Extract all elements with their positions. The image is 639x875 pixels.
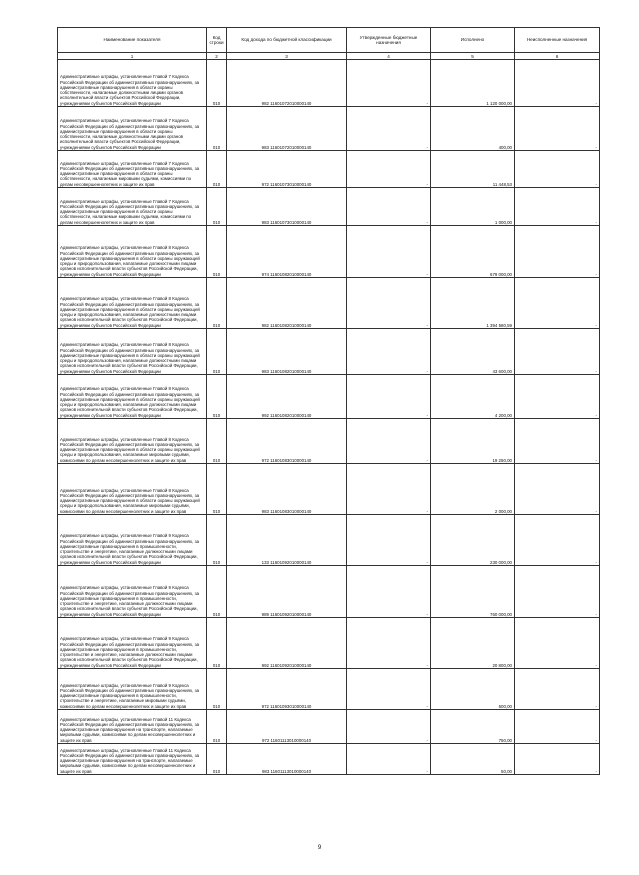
cell-line: 010 bbox=[207, 60, 227, 107]
column-number: 1 bbox=[58, 53, 207, 60]
cell-undone: - bbox=[515, 278, 600, 329]
table-row bbox=[58, 618, 600, 669]
cell-code: 972 11601093010000140 bbox=[227, 669, 347, 710]
cell-undone: - bbox=[515, 744, 600, 775]
cell-approved: - bbox=[347, 226, 431, 278]
cell-undone: - bbox=[515, 515, 600, 566]
cell-undone: - bbox=[515, 710, 600, 744]
table-row bbox=[58, 188, 600, 226]
cell-done: 43 600,00 bbox=[431, 329, 515, 375]
cell-approved: - bbox=[347, 107, 431, 151]
cell-name: Административные штрафы, установленные Главой 7 Кодекса Российской Федерации об административных правонарушениях, за административные правонарушения в области охраны собственности, налагаемые должностными лицами органов исполнительной власти субъектов Российской Федерации, учреждениями субъектов Российской Федерации bbox=[58, 107, 207, 151]
cell-approved: - bbox=[347, 278, 431, 329]
column-number: 3 bbox=[227, 53, 347, 60]
cell-undone: - bbox=[515, 188, 600, 226]
cell-done: 20 800,00 bbox=[431, 618, 515, 669]
cell-line: 010 bbox=[207, 226, 227, 278]
table-row bbox=[58, 329, 600, 375]
cell-code: 983 11601113010000140 bbox=[227, 744, 347, 775]
cell-name: Административные штрафы, установленные Главой 9 Кодекса Российской Федерации об административных правонарушениях, за административные правонарушения в промышленности, строительстве и энергетике, налагаемые должностными лицами органов исполнительной власти субъектов Российской Федерации, учреждениями субъектов Российской Федерации bbox=[58, 618, 207, 669]
cell-name: Административные штрафы, установленные Главой 8 Кодекса Российской Федерации об административных правонарушениях, за административные правонарушения в области охраны окружающей среды и природопользования, налагаемые должностными лицами органов исполнительной власти субъектов Российской Федерации, учреждениями субъектов Российской Федерации bbox=[58, 375, 207, 419]
header-budget-code: Код дохода по бюджетной классификации bbox=[227, 28, 347, 53]
cell-done: 230 000,00 bbox=[431, 515, 515, 566]
cell-undone: - bbox=[515, 226, 600, 278]
cell-name: Административные штрафы, установленные Главой 7 Кодекса Российской Федерации об административных правонарушениях, за административные правонарушения в области охраны собственности, налагаемые должностными лицами органов исполнительной власти субъектов Российской Федерации, учреждениями субъектов Российской Федерации bbox=[58, 60, 207, 107]
table-row bbox=[58, 669, 600, 710]
cell-approved: - bbox=[347, 188, 431, 226]
cell-code: 133 11601092010000140 bbox=[227, 515, 347, 566]
cell-undone: - bbox=[515, 669, 600, 710]
cell-line: 010 bbox=[207, 710, 227, 744]
cell-name: Административные штрафы, установленные Главой 7 Кодекса Российской Федерации об административных правонарушениях, за административные правонарушения в области охраны собственности, налагаемые мировыми судьями, комиссиями по делам несовершеннолетних и защите их прав bbox=[58, 151, 207, 188]
cell-line: 010 bbox=[207, 464, 227, 515]
cell-done: 500,00 bbox=[431, 669, 515, 710]
cell-done: 2 000,00 bbox=[431, 464, 515, 515]
cell-approved: - bbox=[347, 566, 431, 618]
cell-name: Административные штрафы, установленные Главой 8 Кодекса Российской Федерации об административных правонарушениях, за административные правонарушения в области охраны окружающей среды и природопользования, налагаемые мировыми судьями, комиссиями по делам несовершеннолетних и защите их прав bbox=[58, 419, 207, 464]
header-unexecuted: Неисполненные назначения bbox=[515, 28, 600, 53]
cell-done: 760 000,00 bbox=[431, 566, 515, 618]
cell-done: 750,00 bbox=[431, 710, 515, 744]
cell-name: Административные штрафы, установленные Главой 11 Кодекса Российской Федерации об административных правонарушениях, за административные правонарушения на транспорте, налагаемые мировыми судьями, комиссиями по делам несовершеннолетних и защите их прав bbox=[58, 744, 207, 775]
cell-line: 010 bbox=[207, 278, 227, 329]
cell-line: 010 bbox=[207, 566, 227, 618]
cell-undone: - bbox=[515, 464, 600, 515]
table-row bbox=[58, 419, 600, 464]
table-row bbox=[58, 151, 600, 188]
cell-code: 983 11601082010000140 bbox=[227, 329, 347, 375]
cell-approved: - bbox=[347, 618, 431, 669]
table-row bbox=[58, 515, 600, 566]
cell-undone: - bbox=[515, 60, 600, 107]
cell-line: 010 bbox=[207, 107, 227, 151]
cell-undone: - bbox=[515, 329, 600, 375]
cell-line: 010 bbox=[207, 515, 227, 566]
cell-done: 1 394 580,59 bbox=[431, 278, 515, 329]
cell-done: 19 250,00 bbox=[431, 419, 515, 464]
cell-code: 989 11601092010000140 bbox=[227, 566, 347, 618]
cell-line: 010 bbox=[207, 329, 227, 375]
cell-approved: - bbox=[347, 419, 431, 464]
cell-name: Административные штрафы, установленные Главой 9 Кодекса Российской Федерации об административных правонарушениях, за административные правонарушения в промышленности, строительстве и энергетике, налагаемые мировыми судьями, комиссиями по делам несовершеннолетних и защите их прав bbox=[58, 669, 207, 710]
cell-approved: - bbox=[347, 464, 431, 515]
table-row bbox=[58, 464, 600, 515]
cell-name: Административные штрафы, установленные Главой 8 Кодекса Российской Федерации об административных правонарушениях, за административные правонарушения в области охраны окружающей среды и природопользования, налагаемые должностными лицами органов исполнительной власти субъектов Российской Федерации, учреждениями субъектов Российской Федерации bbox=[58, 278, 207, 329]
table-row bbox=[58, 60, 600, 107]
cell-code: 982 11601082010000140 bbox=[227, 278, 347, 329]
cell-done: 4 200,00 bbox=[431, 375, 515, 419]
cell-approved: - bbox=[347, 710, 431, 744]
cell-undone: - bbox=[515, 107, 600, 151]
cell-approved: - bbox=[347, 669, 431, 710]
cell-line: 010 bbox=[207, 669, 227, 710]
table-row bbox=[58, 278, 600, 329]
column-number: 6 bbox=[515, 53, 600, 60]
cell-line: 010 bbox=[207, 375, 227, 419]
cell-line: 010 bbox=[207, 151, 227, 188]
table-row bbox=[58, 710, 600, 744]
cell-approved: - bbox=[347, 515, 431, 566]
table-body bbox=[58, 60, 600, 775]
cell-code: 992 11601082010000140 bbox=[227, 375, 347, 419]
cell-approved: - bbox=[347, 151, 431, 188]
cell-undone: - bbox=[515, 566, 600, 618]
cell-undone: - bbox=[515, 618, 600, 669]
table-row bbox=[58, 744, 600, 775]
header-executed: Исполнено bbox=[431, 28, 515, 53]
cell-name: Административные штрафы, установленные Главой 9 Кодекса Российской Федерации об административных правонарушениях, за административные правонарушения в промышленности, строительстве и энергетике, налагаемые должностными лицами органов исполнительной власти субъектов Российской Федерации, учреждениями субъектов Российской Федерации bbox=[58, 515, 207, 566]
table-row bbox=[58, 375, 600, 419]
cell-name: Административные штрафы, установленные Главой 8 Кодекса Российской Федерации об административных правонарушениях, за административные правонарушения в области охраны окружающей среды и природопользования, налагаемые мировыми судьями, комиссиями по делам несовершеннолетних и защите их прав bbox=[58, 464, 207, 515]
column-number: 5 bbox=[431, 53, 515, 60]
cell-done: 679 000,00 bbox=[431, 226, 515, 278]
cell-code: 972 11601073010000140 bbox=[227, 151, 347, 188]
cell-code: 983 11601083010000140 bbox=[227, 464, 347, 515]
cell-code: 982 11601072010000140 bbox=[227, 60, 347, 107]
cell-name: Административные штрафы, установленные Главой 7 Кодекса Российской Федерации об административных правонарушениях, за административные правонарушения в области охраны собственности, налагаемые мировыми судьями, комиссиями по делам несовершеннолетних и защите их прав bbox=[58, 188, 207, 226]
cell-done: 50,00 bbox=[431, 744, 515, 775]
column-number: 2 bbox=[207, 53, 227, 60]
cell-code: 983 11601072010000140 bbox=[227, 107, 347, 151]
cell-line: 010 bbox=[207, 618, 227, 669]
cell-done: 400,00 bbox=[431, 107, 515, 151]
cell-name: Административные штрафы, установленные Главой 11 Кодекса Российской Федерации об административных правонарушениях, за административные правонарушения на транспорте, налагаемые мировыми судьями, комиссиями по делам несовершеннолетних и защите их прав bbox=[58, 710, 207, 744]
page-number: 9 bbox=[317, 845, 322, 851]
cell-line: 010 bbox=[207, 744, 227, 775]
cell-undone: - bbox=[515, 375, 600, 419]
cell-done: 1 120 000,00 bbox=[431, 60, 515, 107]
cell-done: 11 448,53 bbox=[431, 151, 515, 188]
column-numbers-row bbox=[58, 53, 600, 60]
table-row bbox=[58, 107, 600, 151]
header-name: Наименование показателя bbox=[58, 28, 207, 53]
cell-name: Административные штрафы, установленные Главой 8 Кодекса Российской Федерации об административных правонарушениях, за административные правонарушения в области охраны окружающей среды и природопользования, налагаемые должностными лицами органов исполнительной власти субъектов Российской Федерации, учреждениями субъектов Российской Федерации bbox=[58, 329, 207, 375]
cell-approved: - bbox=[347, 375, 431, 419]
cell-line: 010 bbox=[207, 188, 227, 226]
cell-name: Административные штрафы, установленные Главой 9 Кодекса Российской Федерации об административных правонарушениях, за административные правонарушения в промышленности, строительстве и энергетике, налагаемые должностными лицами органов исполнительной власти субъектов Российской Федерации, учреждениями субъектов Российской Федерации bbox=[58, 566, 207, 618]
header-line-code: Код строки bbox=[207, 28, 227, 53]
cell-code: 972 11601083010000140 bbox=[227, 419, 347, 464]
cell-line: 010 bbox=[207, 419, 227, 464]
cell-code: 972 11601113010000140 bbox=[227, 710, 347, 744]
table-header-row bbox=[58, 28, 600, 53]
header-approved: Утвержденные бюджетные назначения bbox=[347, 28, 431, 53]
cell-approved: - bbox=[347, 744, 431, 775]
cell-code: 974 11601082010000140 bbox=[227, 226, 347, 278]
cell-code: 992 11601092010000140 bbox=[227, 618, 347, 669]
column-number: 4 bbox=[347, 53, 431, 60]
budget-execution-table bbox=[57, 27, 600, 775]
cell-approved: - bbox=[347, 329, 431, 375]
cell-undone: - bbox=[515, 419, 600, 464]
cell-done: 1 000,00 bbox=[431, 188, 515, 226]
cell-approved: - bbox=[347, 60, 431, 107]
table-row bbox=[58, 226, 600, 278]
cell-undone: - bbox=[515, 151, 600, 188]
table-row bbox=[58, 566, 600, 618]
cell-name: Административные штрафы, установленные Главой 8 Кодекса Российской Федерации об административных правонарушениях, за административные правонарушения в области охраны окружающей среды и природопользования, налагаемые должностными лицами органов исполнительной власти субъектов Российской Федерации, учреждениями субъектов Российской Федерации bbox=[58, 226, 207, 278]
cell-code: 983 11601073010000140 bbox=[227, 188, 347, 226]
